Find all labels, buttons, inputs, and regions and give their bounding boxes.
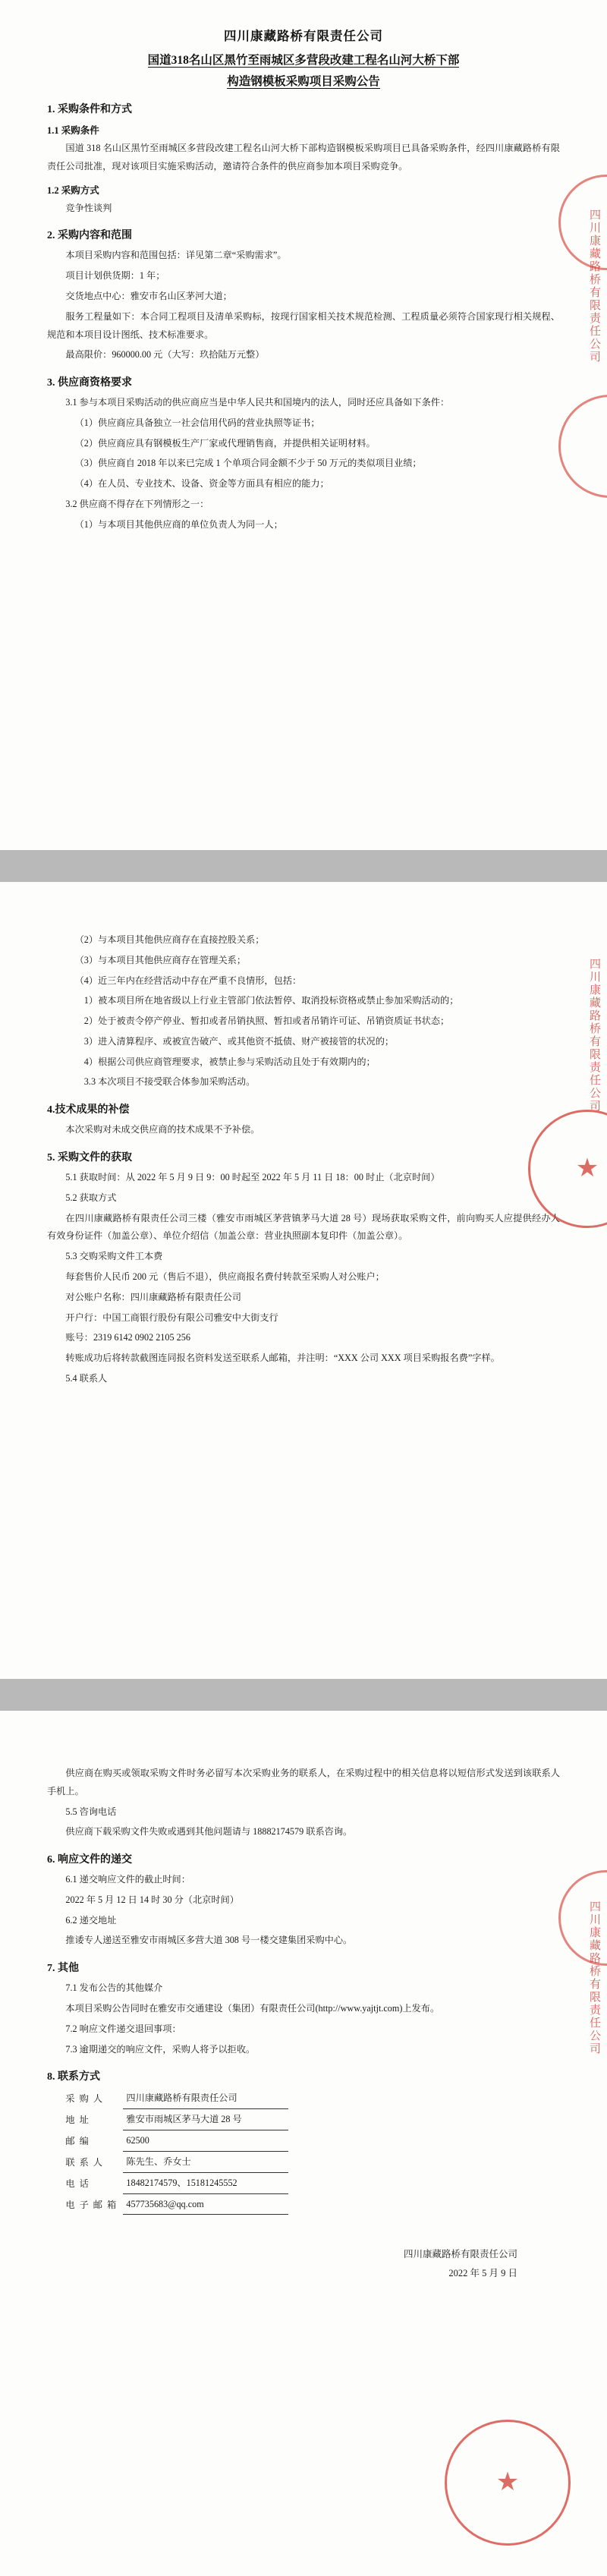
section-heading-8: 8. 联系方式 bbox=[47, 2071, 100, 2083]
paragraph: （3）与本项目其他供应商存在管理关系； bbox=[74, 954, 247, 965]
signoff-block bbox=[47, 2245, 560, 2283]
company-seal-stamp bbox=[558, 175, 607, 270]
paragraph: 交货地点中心：雅安市名山区茅河大道； bbox=[65, 290, 232, 301]
seal-star-icon: ★ bbox=[495, 2468, 520, 2496]
paragraph: 7.1 发布公告的其他媒介 bbox=[65, 1982, 163, 1994]
paragraph: 供应商下载采购文件失败或遇到其他问题请与 18882174579 联系咨询。 bbox=[65, 1826, 353, 1838]
paragraph: 5.4 联系人 bbox=[65, 1372, 108, 1384]
document-page-1 bbox=[0, 0, 607, 850]
paragraph: （1）与本项目其他供应商的单位负责人为同一人； bbox=[74, 518, 283, 530]
paragraph: （2）与本项目其他供应商存在直接控股关系； bbox=[74, 934, 265, 945]
section-heading-6: 6. 响应文件的递交 bbox=[47, 1854, 132, 1866]
paragraph: 4）根据公司供应商管理要求，被禁止参与采购活动且处于有效期内的； bbox=[83, 1056, 376, 1067]
paragraph: 服务工程量如下：本合同工程项目及清单采购标，按现行国家相关技术规范检测、工程质量必须符合国家现行相关规程、规范和本项目设计图纸、技术标准要求。 bbox=[47, 310, 560, 340]
seal-text: 四川康藏路桥有限责任公司 bbox=[588, 958, 600, 1113]
paragraph: （3）供应商自 2018 年以来已完成 1 个单项合同金额不少于 50 万元的类似项目业绩； bbox=[74, 458, 422, 469]
contact-label: 采购人 bbox=[65, 2093, 107, 2105]
notice-title-line-2: 构造钢模板采购项目采购公告 bbox=[227, 75, 380, 89]
official-round-seal bbox=[445, 2420, 571, 2546]
contact-value: 62500 bbox=[123, 2130, 288, 2152]
paragraph: 7.3 逾期递交的响应文件，采购人将予以拒收。 bbox=[65, 2043, 256, 2055]
paragraph: 1）被本项目所在地省级以上行业主管部门依法暂停、取消投标资格或禁止参加采购活动的； bbox=[83, 995, 459, 1006]
contact-row bbox=[65, 2194, 560, 2215]
paragraph: （1）供应商应具备独立一社会信用代码的营业执照等证书； bbox=[74, 417, 320, 428]
contact-label: 电话 bbox=[65, 2178, 93, 2189]
contact-value: 457735683@qq.com bbox=[123, 2194, 288, 2215]
paragraph: 3.3 本次项目不接受联合体参加采购活动。 bbox=[83, 1076, 256, 1088]
paragraph: 推诿专人递送至雅安市雨城区多营大道 308 号一楼交建集团采购中心。 bbox=[65, 1935, 353, 1946]
document-page-2 bbox=[0, 882, 607, 1679]
paragraph: 国道 318 名山区黑竹至雨城区多营段改建工程名山河大桥下部构造钢模板采购项目已具备采购条件，经四川康藏路桥有限责任公司批准，现对该项目实施采购活动，邀请符合条件的供应商参加本项目采购竞争。 bbox=[47, 143, 560, 172]
page-title: 四川康藏路桥有限责任公司 bbox=[224, 29, 383, 43]
company-seal-stamp bbox=[558, 1870, 607, 1966]
section-heading-7: 7. 其他 bbox=[47, 1963, 79, 1975]
signoff-company: 四川康藏路桥有限责任公司 bbox=[403, 2249, 517, 2260]
paragraph: 对公账户名称：四川康藏路桥有限责任公司 bbox=[65, 1291, 241, 1302]
contact-value: 雅安市雨城区茅马大道 28 号 bbox=[123, 2109, 288, 2130]
section-heading-2: 2. 采购内容和范围 bbox=[47, 230, 132, 242]
paragraph: 2022 年 5 月 12 日 14 时 30 分（北京时间） bbox=[65, 1894, 239, 1905]
paragraph: 竞争性谈判 bbox=[65, 202, 112, 213]
contact-row bbox=[65, 2152, 560, 2173]
paragraph: 本次采购对未成交供应商的技术成果不予补偿。 bbox=[65, 1124, 260, 1135]
seal-text: 四川康藏路桥有限责任公司 bbox=[588, 209, 600, 364]
contact-row bbox=[65, 2130, 560, 2152]
section-heading-4: 4.技术成果的补偿 bbox=[47, 1104, 130, 1116]
paragraph: 供应商在购买或领取采购文件时务必留写本次采购业务的联系人，在采购过程中的相关信息将以短信形式发送到该联系人手机上。 bbox=[47, 1768, 560, 1797]
paragraph-with-link[interactable]: 本项目采购公告同时在雅安市交通建设（集团）有限责任公司(http://www.yajtjt.com)上发布。 bbox=[65, 2003, 440, 2014]
paragraph: 转账成功后将转款截图连同报名资料发送至联系人邮箱，并注明：“XXX 公司 XXX 项目采购报名费”字样。 bbox=[65, 1353, 500, 1364]
paragraph: 5.2 获取方式 bbox=[65, 1192, 117, 1203]
company-seal-stamp-2 bbox=[558, 395, 607, 498]
paragraph: 每套售价人民币 200 元（售后不退），供应商报名费付转款至采购人对公账户； bbox=[65, 1271, 385, 1282]
notice-title-line-1: 国道318名山区黑竹至雨城区多营段改建工程名山河大桥下部 bbox=[147, 54, 460, 67]
signoff-date: 2022 年 5 月 9 日 bbox=[448, 2268, 517, 2279]
contact-row bbox=[65, 2088, 560, 2109]
paragraph: 7.2 响应文件递交退回事项： bbox=[65, 2023, 181, 2034]
contact-label: 邮编 bbox=[65, 2136, 93, 2147]
section-heading-3: 3. 供应商资格要求 bbox=[47, 377, 132, 389]
paragraph: 3）进入清算程序、或被宣告破产、或其他资不抵债、财产被接管的状况的； bbox=[83, 1035, 395, 1047]
paragraph: 开户行：中国工商银行股份有限公司雅安中大街支行 bbox=[65, 1312, 278, 1323]
paragraph: 6.1 递交响应文件的截止时间： bbox=[65, 1874, 190, 1885]
contact-label: 联系人 bbox=[65, 2156, 107, 2168]
paragraph: 5.3 交购采购文件工本费 bbox=[65, 1251, 163, 1262]
paragraph: （4）近三年内在经营活动中存在严重不良情形，包括： bbox=[74, 975, 302, 986]
section-heading-5: 5. 采购文件的获取 bbox=[47, 1152, 132, 1164]
paragraph: （2）供应商应具有钢模板生产厂家或代理销售商，并提供相关证明材料。 bbox=[74, 437, 376, 449]
contact-value: 18482174579、15181245552 bbox=[123, 2173, 288, 2194]
subsection-heading-1-1: 1.1 采购条件 bbox=[47, 125, 99, 137]
paragraph: 项目计划供货期：1 年； bbox=[65, 270, 165, 282]
contact-label: 电子邮箱 bbox=[65, 2199, 121, 2210]
paragraph: 最高限价：960000.00 元（大写：玖拾陆万元整） bbox=[65, 349, 265, 361]
section-heading-1: 1. 采购条件和方式 bbox=[47, 104, 132, 116]
paragraph: 3.1 参与本项目采购活动的供应商应当是中华人民共和国境内的法人，同时还应具备如下条件： bbox=[65, 397, 450, 408]
contact-value: 陈先生、乔女士 bbox=[123, 2152, 288, 2173]
paragraph: 5.1 获取时间：从 2022 年 5 月 9 日 9：00 时起至 2022 年 5 月 11 日 18：00 时止（北京时间） bbox=[65, 1172, 440, 1183]
contact-row bbox=[65, 2109, 560, 2130]
paragraph: 3.2 供应商不得存在下列情形之一： bbox=[65, 498, 209, 509]
seal-text: 四川康藏路桥有限责任公司 bbox=[588, 1901, 600, 2055]
subsection-heading-1-2: 1.2 采购方式 bbox=[47, 184, 99, 196]
paragraph: 账号：2319 6142 0902 2105 256 bbox=[65, 1332, 190, 1343]
document-page-3 bbox=[0, 1711, 607, 2576]
contact-value: 四川康藏路桥有限责任公司 bbox=[123, 2088, 288, 2109]
paragraph: 在四川康藏路桥有限责任公司三楼（雅安市雨城区茅营镇茅马大道 28 号）现场获取采购文件，前向购买人应提供经办人有效身份证件（加盖公章）、单位介绍信（加盖公章：营业执照副本复印件（加盖公章）。 bbox=[47, 1212, 560, 1242]
paragraph: 5.5 咨询电话 bbox=[65, 1806, 117, 1817]
paragraph: 2）处于被责令停产停业、暂扣或者吊销执照、暂扣或者吊销许可证、吊销资质证书状态； bbox=[83, 1016, 450, 1027]
paragraph: （4）在人员、专业技术、设备、资金等方面具有相应的能力； bbox=[74, 478, 329, 490]
contact-label: 地址 bbox=[65, 2115, 93, 2126]
paragraph: 6.2 递交地址 bbox=[65, 1914, 117, 1926]
seal-star-icon: ★ bbox=[575, 1154, 599, 1183]
contact-list bbox=[65, 2088, 560, 2215]
contact-row bbox=[65, 2173, 560, 2194]
paragraph: 本项目采购内容和范围包括：详见第二章“采购需求”。 bbox=[65, 250, 287, 261]
